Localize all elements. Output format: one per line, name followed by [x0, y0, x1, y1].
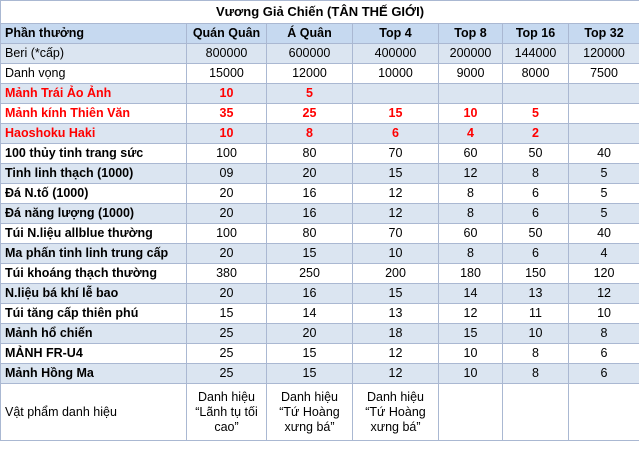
table-row: [1, 44, 639, 64]
table-row: [1, 204, 639, 224]
table-row: [1, 304, 639, 324]
row-cell: [353, 84, 439, 104]
row-cell: [503, 84, 569, 104]
table-row: [1, 64, 639, 84]
row-cell: Danh hiệu “Tứ Hoàng xưng bá”: [267, 384, 353, 441]
row-cell: [569, 124, 639, 144]
row-cell: 16: [267, 204, 353, 224]
row-cell: 4: [569, 244, 639, 264]
row-label: Đá năng lượng (1000): [1, 204, 187, 224]
row-cell: 8: [439, 204, 503, 224]
row-cell: [569, 84, 639, 104]
row-cell: 150: [503, 264, 569, 284]
table-body: [1, 44, 639, 441]
row-cell: 10: [569, 304, 639, 324]
table-row: [1, 324, 639, 344]
row-cell: 35: [187, 104, 267, 124]
row-cell: 14: [267, 304, 353, 324]
row-label: Mảnh Hồng Ma: [1, 364, 187, 384]
row-cell: 12: [353, 184, 439, 204]
row-cell: 10: [187, 124, 267, 144]
table-row: [1, 144, 639, 164]
row-cell: 25: [267, 104, 353, 124]
row-cell: 600000: [267, 44, 353, 64]
row-cell: 15: [439, 324, 503, 344]
row-cell: 2: [503, 124, 569, 144]
row-cell: 6: [353, 124, 439, 144]
row-cell: 144000: [503, 44, 569, 64]
row-cell: 10: [503, 324, 569, 344]
row-cell: 8: [503, 344, 569, 364]
row-cell: 10000: [353, 64, 439, 84]
row-cell: 8: [503, 164, 569, 184]
row-cell: 8000: [503, 64, 569, 84]
table-row: [1, 164, 639, 184]
table-row: [1, 124, 639, 144]
row-cell: 12: [353, 204, 439, 224]
row-label: N.liệu bá khí lễ bao: [1, 284, 187, 304]
row-cell: 8: [439, 244, 503, 264]
row-cell: 8: [267, 124, 353, 144]
table-row: [1, 184, 639, 204]
row-cell: 80: [267, 224, 353, 244]
row-cell: 4: [439, 124, 503, 144]
table-title: Vương Giả Chiến (TÂN THẾ GIỚI): [1, 1, 639, 24]
row-label: Mảnh kính Thiên Văn: [1, 104, 187, 124]
row-cell: 5: [267, 84, 353, 104]
row-label: Ma phấn tinh linh trung cấp: [1, 244, 187, 264]
row-cell: 100: [187, 144, 267, 164]
row-cell: 12: [353, 364, 439, 384]
row-cell: 13: [353, 304, 439, 324]
row-cell: 15: [353, 284, 439, 304]
row-cell: 15: [267, 364, 353, 384]
row-cell: 200000: [439, 44, 503, 64]
row-cell: 60: [439, 224, 503, 244]
row-cell: 09: [187, 164, 267, 184]
row-label: Danh vọng: [1, 64, 187, 84]
table-row: [1, 264, 639, 284]
row-cell: 50: [503, 144, 569, 164]
row-cell: 70: [353, 144, 439, 164]
row-cell: 40: [569, 224, 639, 244]
row-cell: [503, 384, 569, 441]
row-cell: 20: [187, 184, 267, 204]
row-label: Đá N.tố (1000): [1, 184, 187, 204]
row-label: Tinh linh thạch (1000): [1, 164, 187, 184]
row-cell: 18: [353, 324, 439, 344]
row-cell: 120: [569, 264, 639, 284]
header-cell-reward: Phần thưởng: [1, 24, 187, 44]
row-cell: 15: [353, 104, 439, 124]
header-cell-champion: Quán Quân: [187, 24, 267, 44]
row-cell: 13: [503, 284, 569, 304]
row-cell: 15: [267, 344, 353, 364]
row-cell: 6: [503, 244, 569, 264]
row-cell: [439, 84, 503, 104]
table-row: [1, 344, 639, 364]
row-cell: Danh hiệu “Tứ Hoàng xưng bá”: [353, 384, 439, 441]
row-cell: 15: [267, 244, 353, 264]
row-label: Mảnh Trái Ảo Ảnh: [1, 84, 187, 104]
row-cell: 20: [187, 204, 267, 224]
row-cell: 10: [439, 104, 503, 124]
row-label: Túi tăng cấp thiên phú: [1, 304, 187, 324]
row-cell: 400000: [353, 44, 439, 64]
row-cell: 20: [267, 324, 353, 344]
row-cell: 10: [439, 364, 503, 384]
row-cell: 12: [439, 164, 503, 184]
row-label: 100 thủy tinh trang sức: [1, 144, 187, 164]
row-cell: 16: [267, 184, 353, 204]
row-cell: 12: [569, 284, 639, 304]
row-cell: 25: [187, 344, 267, 364]
row-cell: 380: [187, 264, 267, 284]
table-row-title-items: [1, 384, 639, 441]
row-cell: 15: [353, 164, 439, 184]
row-cell: 7500: [569, 64, 639, 84]
row-cell: 5: [569, 184, 639, 204]
row-cell: 12: [439, 304, 503, 324]
row-cell: 10: [187, 84, 267, 104]
header-row: [1, 24, 639, 44]
row-cell: [439, 384, 503, 441]
table-row: [1, 104, 639, 124]
row-label: Túi N.liệu allblue thường: [1, 224, 187, 244]
row-cell: 70: [353, 224, 439, 244]
row-cell: 5: [503, 104, 569, 124]
table-row: [1, 364, 639, 384]
row-cell: 25: [187, 324, 267, 344]
row-cell: Danh hiệu “Lãnh tụ tối cao”: [187, 384, 267, 441]
row-cell: 5: [569, 204, 639, 224]
row-label: Vật phẩm danh hiệu: [1, 384, 187, 441]
row-cell: 120000: [569, 44, 639, 64]
row-cell: 10: [439, 344, 503, 364]
table-row: [1, 244, 639, 264]
row-cell: 60: [439, 144, 503, 164]
header-cell-top4: Top 4: [353, 24, 439, 44]
row-cell: 8: [569, 324, 639, 344]
row-cell: 20: [267, 164, 353, 184]
row-cell: 15: [187, 304, 267, 324]
row-cell: 6: [503, 204, 569, 224]
row-cell: 16: [267, 284, 353, 304]
row-label: Túi khoáng thạch thường: [1, 264, 187, 284]
row-cell: 8: [503, 364, 569, 384]
row-cell: 15000: [187, 64, 267, 84]
row-cell: 12000: [267, 64, 353, 84]
row-cell: 100: [187, 224, 267, 244]
row-cell: 6: [503, 184, 569, 204]
row-cell: [569, 104, 639, 124]
row-cell: 25: [187, 364, 267, 384]
row-cell: 80: [267, 144, 353, 164]
row-cell: 8: [439, 184, 503, 204]
row-label: Haoshoku Haki: [1, 124, 187, 144]
row-cell: 5: [569, 164, 639, 184]
row-cell: 180: [439, 264, 503, 284]
row-cell: 20: [187, 284, 267, 304]
row-cell: 9000: [439, 64, 503, 84]
row-label: Beri (*cấp): [1, 44, 187, 64]
row-cell: 12: [353, 344, 439, 364]
row-cell: 250: [267, 264, 353, 284]
table-row: [1, 224, 639, 244]
row-cell: 10: [353, 244, 439, 264]
header-cell-top16: Top 16: [503, 24, 569, 44]
row-cell: 800000: [187, 44, 267, 64]
row-cell: 200: [353, 264, 439, 284]
row-cell: 50: [503, 224, 569, 244]
row-label: MẢNH FR-U4: [1, 344, 187, 364]
row-cell: [569, 384, 639, 441]
row-cell: 20: [187, 244, 267, 264]
row-cell: 6: [569, 364, 639, 384]
header-cell-top8: Top 8: [439, 24, 503, 44]
row-label: Mảnh hổ chiến: [1, 324, 187, 344]
table-row: [1, 284, 639, 304]
header-cell-top32: Top 32: [569, 24, 639, 44]
row-cell: 11: [503, 304, 569, 324]
row-cell: 40: [569, 144, 639, 164]
table-row: [1, 84, 639, 104]
row-cell: 14: [439, 284, 503, 304]
row-cell: 6: [569, 344, 639, 364]
header-cell-runner-up: Á Quân: [267, 24, 353, 44]
